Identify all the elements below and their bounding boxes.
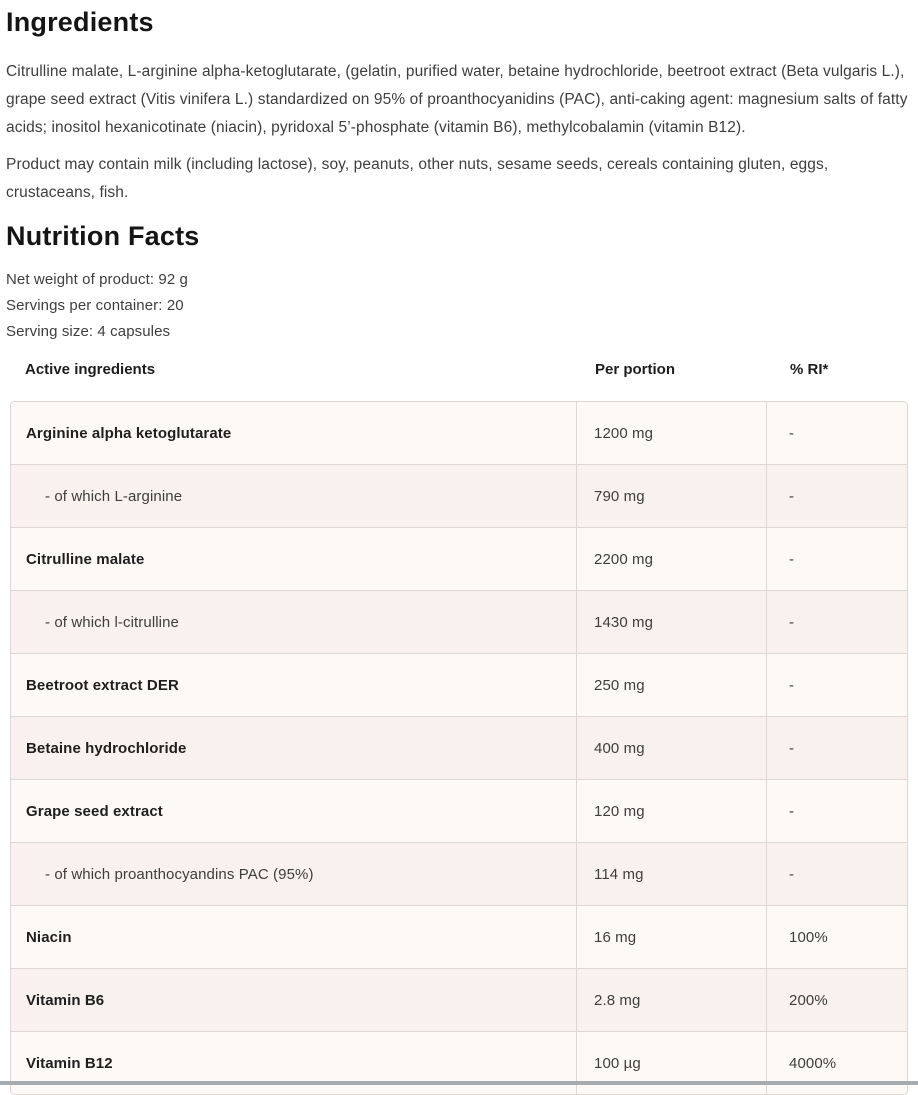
ingredient-name-cell: Arginine alpha ketoglutarate [11,402,577,464]
per-portion-cell: 250 mg [577,654,767,716]
ri-percent-cell: - [789,676,795,694]
per-portion-cell: 790 mg [577,465,767,527]
ri-percent-cell: 200% [789,991,828,1009]
table-row [11,464,907,527]
table-row [11,716,907,779]
table-row [11,402,907,464]
ingredient-name-cell: Betaine hydrochloride [11,717,577,779]
per-portion-cell: 400 mg [577,717,767,779]
servings-per-container-line: Servings per container: 20 [6,297,184,314]
allergens-text: Product may contain milk (including lactose), soy, peanuts, other nuts, sesame seeds, cereals containing gluten, eggs, crustaceans, fish. [6,156,829,201]
nutrition-table-header [10,361,910,378]
ingredient-name-cell: Beetroot extract DER [11,654,577,716]
table-row [11,653,907,716]
nutrition-facts-heading: Nutrition Facts [6,221,200,251]
table-row [11,527,907,590]
ri-percent-cell: - [789,424,795,442]
ingredient-name-cell: - of which proanthocyandins PAC (95%) [11,843,577,905]
per-portion-cell: 1430 mg [577,591,767,653]
ri-percent-cell: - [789,487,795,505]
per-portion-cell: 100 µg [577,1032,767,1094]
ingredient-name-cell: Vitamin B6 [11,969,577,1031]
ingredient-name-cell: Vitamin B12 [11,1032,577,1094]
ri-percent-cell: - [789,865,795,883]
ingredient-name-cell: - of which L-arginine [11,465,577,527]
per-portion-cell: 1200 mg [577,402,767,464]
ri-percent-cell: - [789,613,795,631]
header-per-portion: Per portion [595,361,676,378]
net-weight-line: Net weight of product: 92 g [6,271,188,288]
table-row [11,842,907,905]
header-active-ingredients: Active ingredients [25,361,156,378]
ri-percent-cell: 4000% [789,1054,837,1072]
per-portion-cell: 114 mg [577,843,767,905]
per-portion-cell: 2.8 mg [577,969,767,1031]
ri-percent-cell: - [789,550,795,568]
ingredient-name-cell: Citrulline malate [11,528,577,590]
serving-info-block [6,267,910,345]
ri-percent-cell: - [789,802,795,820]
per-portion-cell: 120 mg [577,780,767,842]
ingredient-name-cell: Niacin [11,906,577,968]
nutrition-table [10,401,908,1095]
ingredients-heading: Ingredients [6,7,154,37]
ri-percent-cell: 100% [789,928,828,946]
table-row [11,590,907,653]
ingredients-composition-text: Citrulline malate, L-arginine alpha-ketoglutarate, (gelatin, purified water, betaine hydrochloride, beetroot extract (Beta vulgaris L.), grape seed extract (Vitis vinifera L.) standardized on 95% of proanthocyanidins (PAC), anti-caking agent: magnesium salts of fatty acids; inositol hexanicotinate (niacin), pyridoxal 5’-phosphate (vitamin B6), methylcobalamin (vitamin B12). [6,63,908,136]
table-row [11,779,907,842]
per-portion-cell: 16 mg [577,906,767,968]
serving-size-line: Serving size: 4 capsules [6,323,171,340]
ingredient-name-cell: - of which l-citrulline [11,591,577,653]
per-portion-cell: 2200 mg [577,528,767,590]
header-percent-ri: % RI* [790,361,829,378]
ri-percent-cell: - [789,739,795,757]
table-row [11,968,907,1031]
bottom-section-divider [0,1081,918,1085]
table-row [11,905,907,968]
ingredient-name-cell: Grape seed extract [11,780,577,842]
